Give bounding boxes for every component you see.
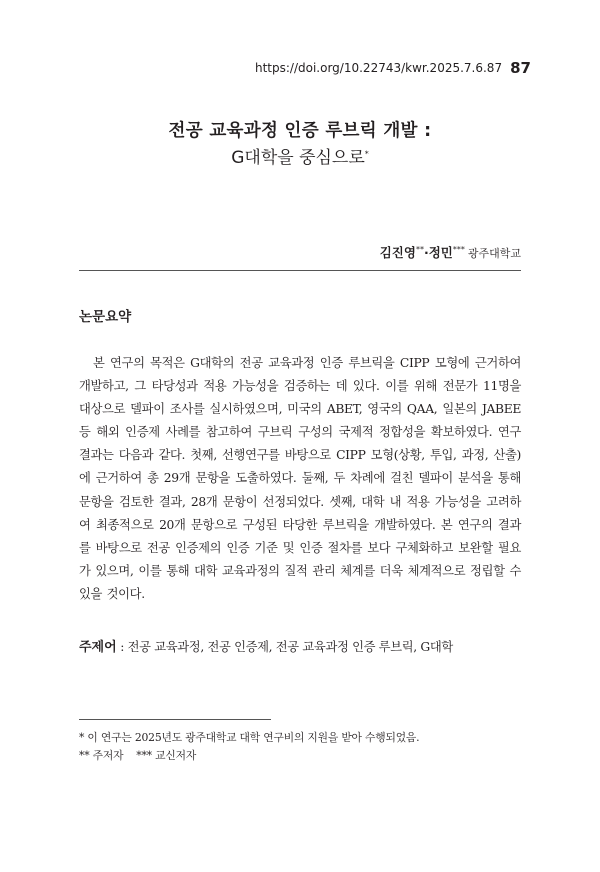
footnote-roles (79, 748, 196, 763)
author-line (380, 243, 521, 261)
author-name: 김진영 (379, 245, 416, 260)
paper-title: 전공 교육과정 인증 루브릭 개발 : (168, 121, 432, 141)
footnote-funding: * 이 연구는 2025년도 광주대학교 대학 연구비의 지원을 받아 수행되었음. (79, 731, 420, 744)
keywords-colon: : (116, 640, 128, 654)
author-mark: *** (452, 244, 465, 254)
affiliation: 광주대학교 (467, 247, 521, 260)
title-footnote-mark: * (364, 149, 369, 159)
keywords-label: 주제어 (79, 640, 117, 655)
footnote-divider (79, 719, 271, 720)
author-separator: · (423, 245, 429, 260)
section-divider (79, 270, 521, 271)
author-name: 정민 (428, 245, 453, 260)
paper-subtitle (0, 143, 600, 168)
doi-link[interactable]: https://doi.org/10.22743/kwr.2025.7.6.87 (255, 61, 503, 75)
footnote-text: 주저자 (92, 749, 124, 762)
subtitle-text: G대학을 중심으로 (231, 148, 365, 168)
keywords-text: 전공 교육과정, 전공 인증제, 전공 교육과정 인증 루브릭, G대학 (127, 640, 453, 654)
running-header (255, 58, 531, 76)
keywords-line (79, 636, 521, 655)
footnote-mark: *** (136, 749, 152, 762)
footnote-text: 교신저자 (155, 749, 197, 762)
author-mark: ** (415, 244, 424, 254)
abstract-body: 본 연구의 목적은 G대학의 전공 교육과정 인증 루브릭을 CIPP 모형에 근거하여 개발하고, 그 타당성과 적용 가능성을 검증하는 데 있다. 이를 위해 전문가 11명을 대상으로 델파이 조사를 실시하였으며, 미국의 ABET, 영국의 QAA, 일본의 JABEE 등 해외 인증제 사례를 참고하여 구브릭 구성의 국제적 정합성을 확보하였다. 연구 결과는 다음과 같다. 첫째, 선행연구를 바탕으로 CIPP 모형(상황, 투입, 과정, 산출)에 근거하여 총 29개 문항을 도출하였다. 둘째, 두 차례에 걸친 델파이 분석을 통해 문항을 검토한 결과, 28개 문항이 선정되었다. 셋째, 대학 내 적용 가능성을 고려하여 최종적으로 20개 문항으로 구성된 타당한 루브릭을 개발하였다. 본 연구의 결과를 바탕으로 전공 인증제의 인증 기준 및 인증 절차를 보다 구체화하고 보완할 필요가 있으며, 이를 통해 대학 교육과정의 질적 관리 체계를 더욱 체계적으로 정립할 수 있을 것이다. (79, 356, 521, 601)
footnote-mark: ** (79, 749, 90, 762)
abstract-heading: 논문요약 (79, 309, 132, 325)
page-number: 87 (510, 59, 531, 77)
